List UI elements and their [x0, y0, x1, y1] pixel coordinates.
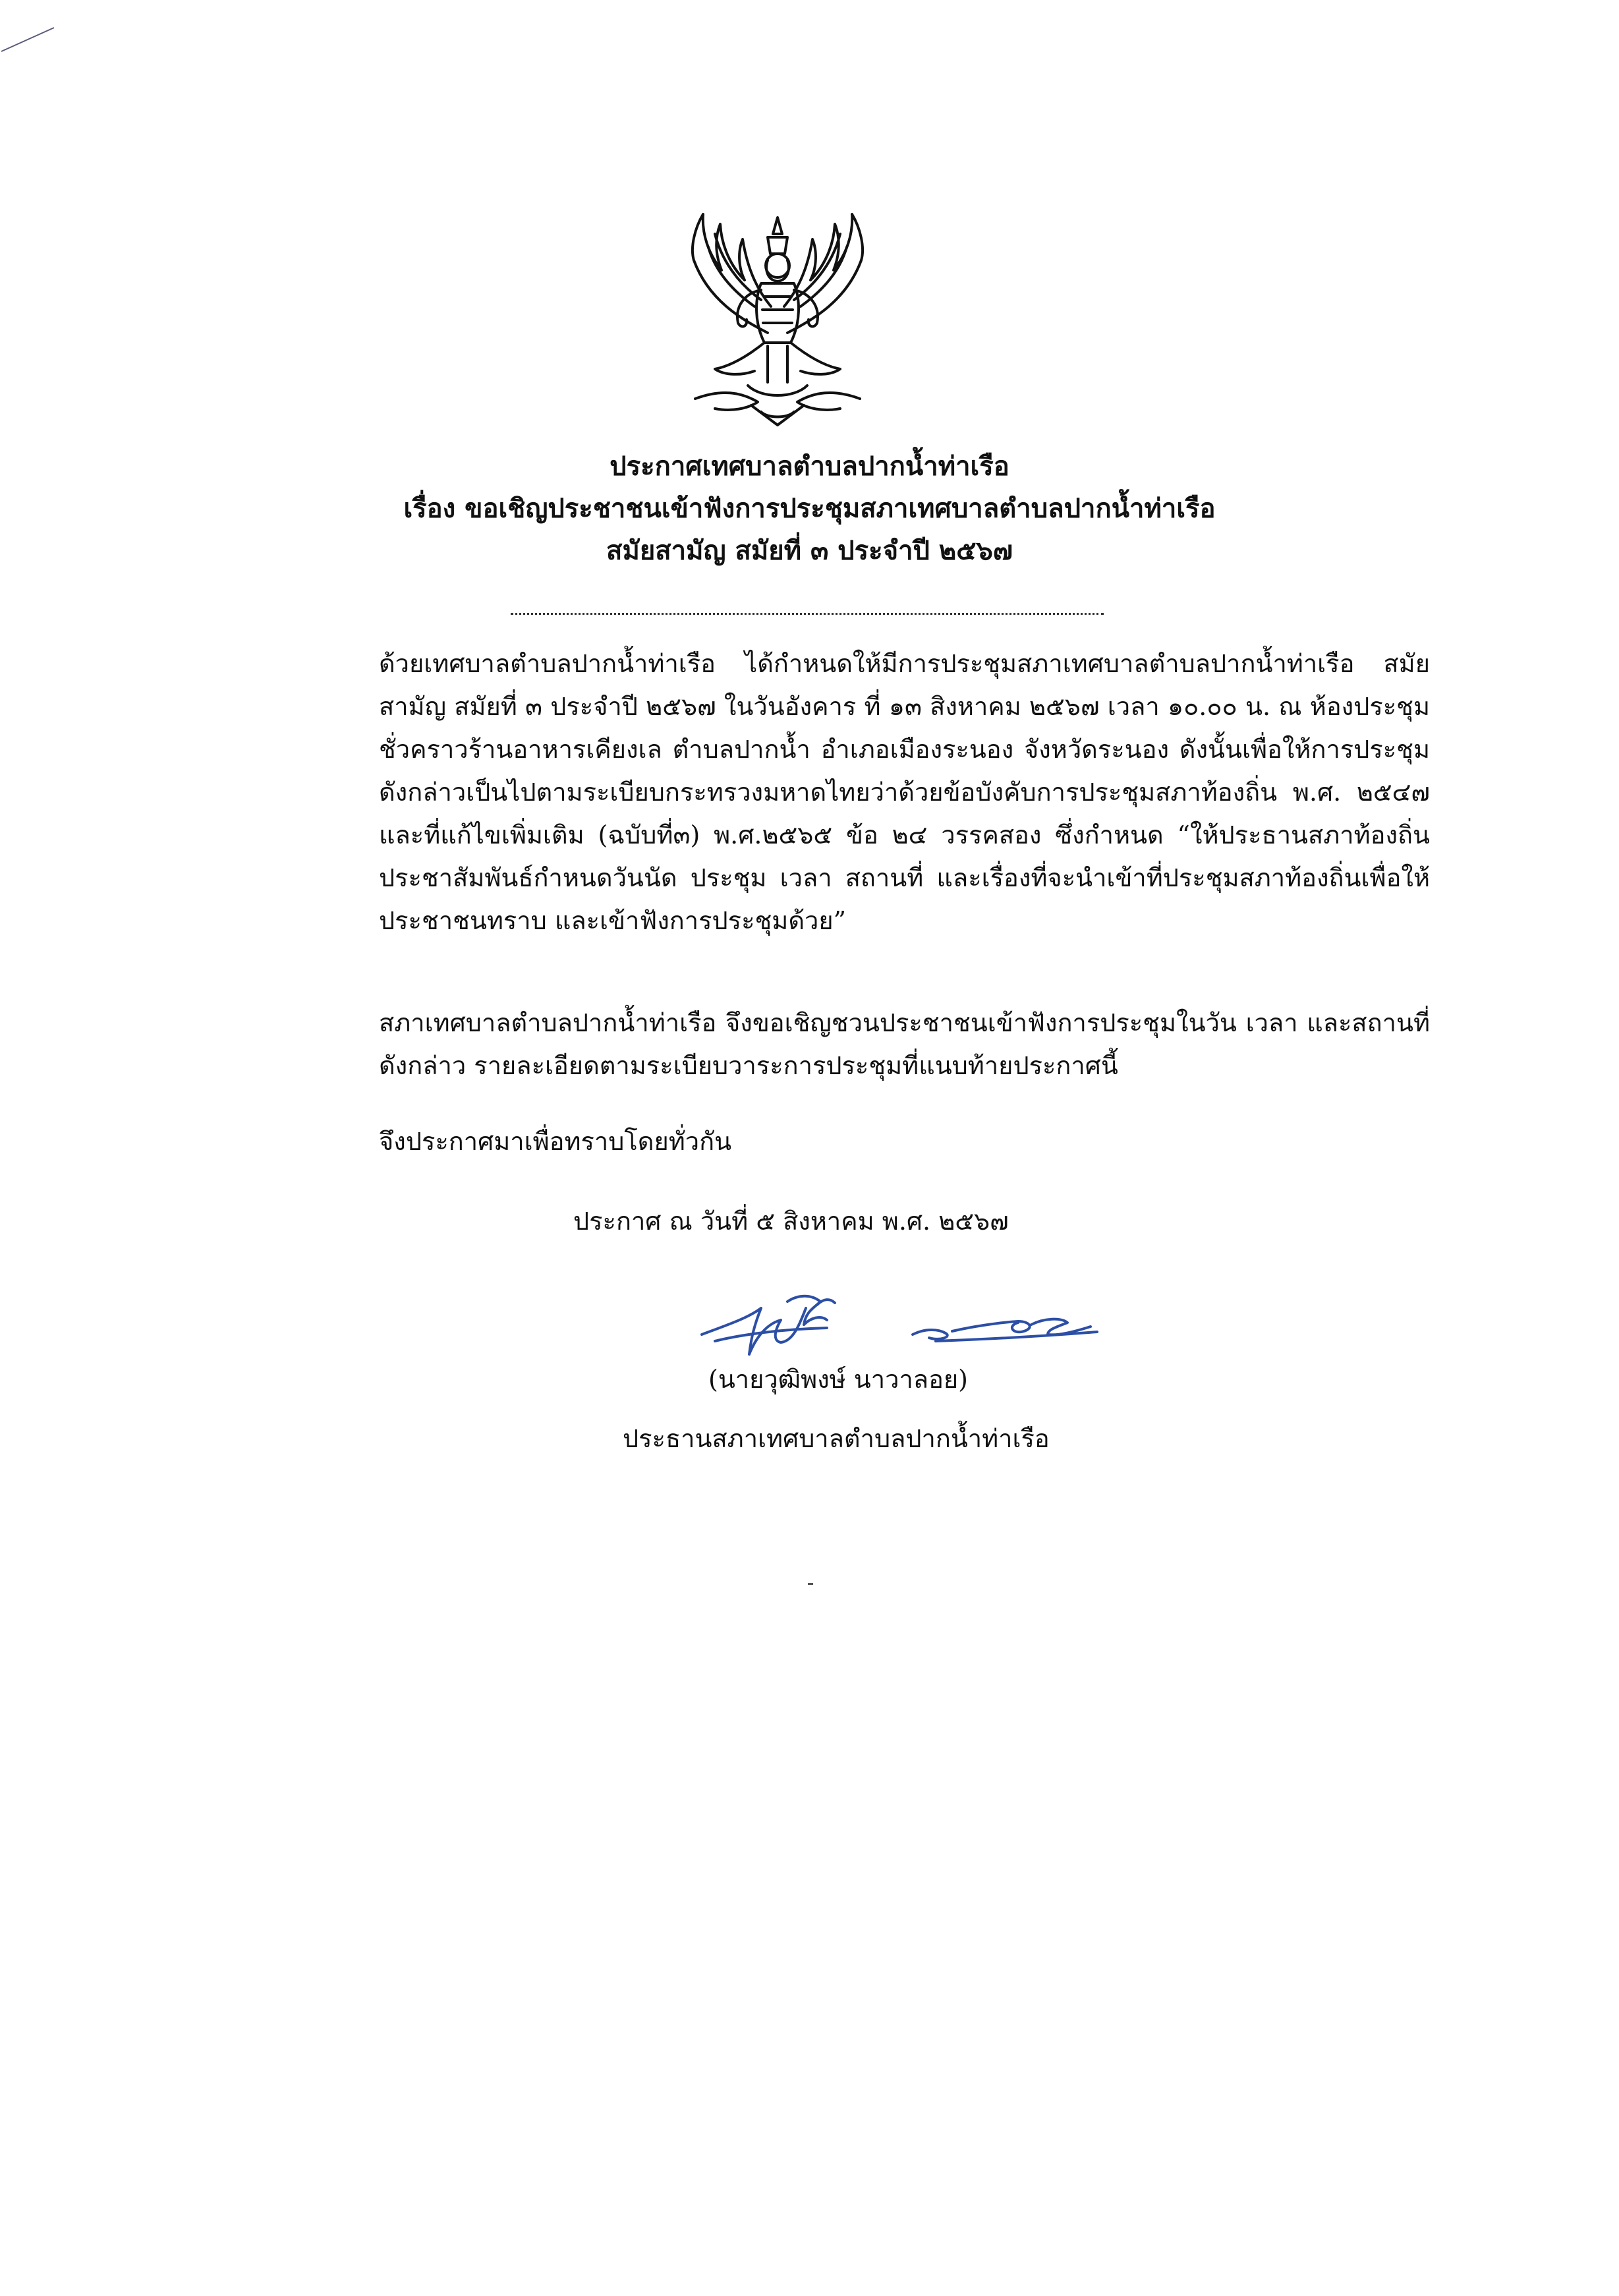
- scan-corner-mark: [0, 20, 59, 59]
- body-paragraph-3-text: จึงประกาศมาเพื่อทราบโดยทั่วกัน: [379, 1127, 732, 1156]
- scan-speck: [808, 1583, 813, 1585]
- signer-title: ประธานสภาเทศบาลตำบลปากน้ำท่าเรือ: [623, 1424, 1050, 1453]
- handwritten-signature-icon: [689, 1288, 1110, 1367]
- header-title: ประกาศเทศบาลตำบลปากน้ำท่าเรือ: [610, 451, 1009, 482]
- header-subject: เรื่อง ขอเชิญประชาชนเข้าฟังการประชุมสภาเทศบาลตำบลปากน้ำท่าเรือ: [403, 493, 1216, 524]
- header-session: สมัยสามัญ สมัยที่ ๓ ประจำปี ๒๕๖๗: [606, 535, 1013, 566]
- body-paragraph-1-text: ด้วยเทศบาลตำบลปากน้ำท่าเรือ ได้กำหนดให้มีการประชุมสภาเทศบาลตำบลปากน้ำท่าเรือ สมัยสามัญ สมัยที่ ๓ ประจำปี ๒๕๖๗ ในวันอังคาร ที่ ๑๓ สิงหาคม ๒๕๖๗ เวลา ๑๐.๐๐ น. ณ ห้องประชุมชั่วคราวร้านอาหารเคียงเล ตำบลปากน้ำ อำเภอเมืองระนอง จังหวัดระนอง ดังนั้นเพื่อให้การประชุมดังกล่าวเป็นไปตามระเบียบกระทรวงมหาดไทยว่าด้วยข้อบังคับการประชุมสภาท้องถิ่น พ.ศ. ๒๕๔๗ และที่แก้ไขเพิ่มเติม (ฉบับที่๓) พ.ศ.๒๕๖๕ ข้อ ๒๔ วรรคสอง ซึ่งกำหนด “ให้ประธานสภาท้องถิ่นประชาสัมพันธ์กำหนดวันนัด ประชุม เวลา สถานที่ และเรื่องที่จะนำเข้าที่ประชุมสภาท้องถิ่นเพื่อให้ ประชาชนทราบ และเข้าฟังการประชุมด้วย”: [379, 649, 1430, 935]
- body-paragraph-2: [194, 1002, 1430, 1087]
- header-divider: [511, 613, 1104, 615]
- signer-name: (นายวุฒิพงษ์ นาวาลอย): [708, 1365, 968, 1394]
- document-header: [132, 448, 1487, 575]
- body-paragraph-3: [194, 1120, 1430, 1163]
- announcement-date: ประกาศ ณ วันที่ ๕ สิงหาคม พ.ศ. ๒๕๖๗: [573, 1207, 1009, 1236]
- body-paragraph-2-text: สภาเทศบาลตำบลปากน้ำท่าเรือ จึงขอเชิญชวนประชาชนเข้าฟังการประชุมในวัน เวลา และสถานที่ดังกล่าว รายละเอียดตามระเบียบวาระการประชุมที่แนบท้ายประกาศนี้: [379, 1008, 1430, 1080]
- garuda-emblem-icon: [669, 208, 886, 435]
- body-paragraph-1: [194, 643, 1430, 942]
